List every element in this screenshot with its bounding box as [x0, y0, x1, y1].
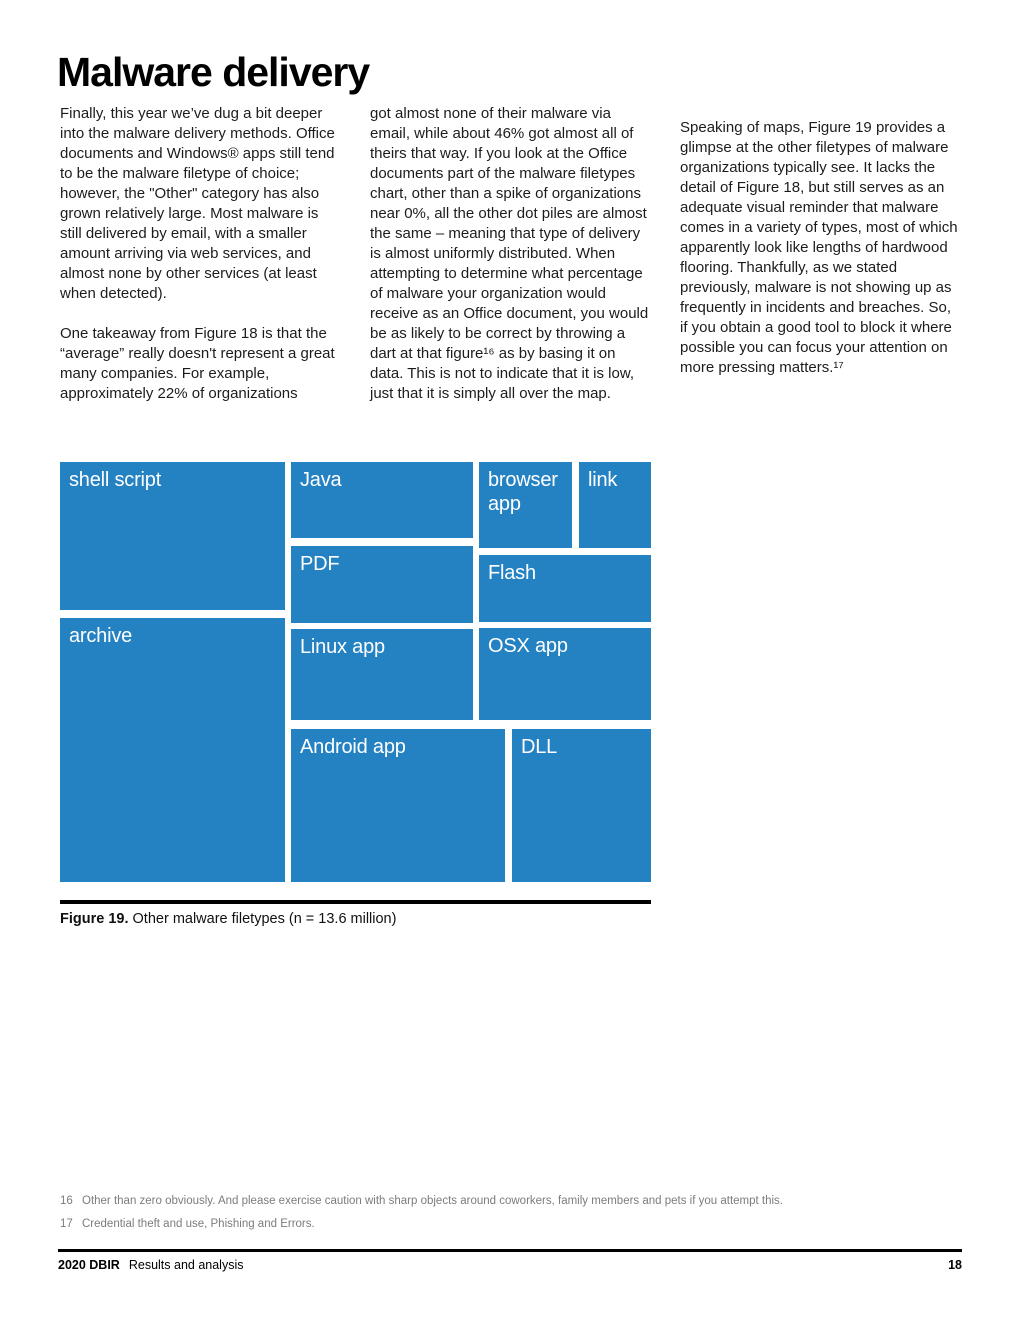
treemap-tile	[291, 546, 473, 623]
treemap-tile-label: Linux app	[300, 636, 385, 658]
paragraph: Finally, this year we’ve dug a bit deeper into the malware delivery methods. Office documents and Windows® apps still tend to be the malware filetype of choice; however, the "Other" category has also grown relatively large. Most malware is still delivered by email, with a smaller amount arriving via web services, and almost none by other services (at least when detected).	[60, 105, 335, 302]
treemap-tile-label: archive	[69, 625, 133, 647]
report-name: 2020 DBIR	[58, 1258, 120, 1272]
paragraph: Speaking of maps, Figure 19 provides a glimpse at the other filetypes of malware organizations typically see. It lacks the detail of Figure 18, but still serves as an adequate visual reminder that malware comes in a variety of types, most of which apparently look like lengths of hardwood flooring. Thankfully, as we stated previously, malware is not showing up as frequently in incidents and breaches. So, if you obtain a good tool to block it where possible you can focus your attention on more pressing matters.¹⁷	[680, 119, 958, 376]
treemap-tile	[291, 729, 505, 882]
paragraph: got almost none of their malware via email, while about 46% got almost all of theirs that way. If you look at the Office documents part of the malware filetypes chart, other than a spike of organizations near 0%, all the other dot piles are almost the same – meaning that type of delivery is almost uniformly distributed. When attempting to determine what percentage of malware your organization would receive as an Office document, you would be as likely to be correct by throwing a dart at that figure¹⁶ as by basing it on data. This is not to indicate that it is low, just that it is simply all over the map.	[370, 105, 649, 402]
footnote-text: Other than zero obviously. And please exercise caution with sharp objects around coworkers, family members and pets if you attempt this.	[82, 1195, 783, 1207]
footer-rule	[58, 1249, 962, 1252]
treemap-tile	[60, 618, 285, 882]
body-column-2	[370, 104, 652, 424]
footnote-number: 17	[60, 1218, 73, 1230]
footnote	[60, 1217, 940, 1232]
body-columns	[60, 104, 962, 424]
figure-caption	[60, 911, 396, 927]
treemap-tile	[479, 628, 651, 720]
treemap-tile	[479, 462, 572, 548]
treemap-tile-label: PDF	[300, 553, 340, 575]
figure-divider-rule	[60, 900, 651, 904]
footnote	[60, 1194, 940, 1209]
treemap-tile-label: link	[588, 469, 618, 491]
treemap-tile	[291, 629, 473, 720]
body-column-3	[680, 104, 962, 424]
treemap-tile-label: Flash	[488, 562, 536, 584]
footnote-number: 16	[60, 1195, 73, 1207]
treemap-figure	[60, 462, 651, 882]
treemap-tile-label: OSX app	[488, 635, 568, 657]
footer-left	[58, 1258, 244, 1272]
page-footer	[58, 1258, 962, 1272]
treemap-tile	[579, 462, 651, 548]
figure-caption-label: Figure 19.	[60, 911, 129, 927]
footnote-text: Credential theft and use, Phishing and Errors.	[82, 1218, 315, 1230]
paragraph: One takeaway from Figure 18 is that the “average” really doesn't represent a great many companies. For example, approximately 22% of organizations	[60, 325, 335, 402]
treemap-tile-label: browser app	[488, 469, 558, 515]
page-number: 18	[948, 1258, 962, 1272]
treemap-tile-label: Java	[300, 469, 342, 491]
figure-caption-text: Other malware filetypes (n = 13.6 million)	[128, 911, 397, 927]
treemap-tile	[291, 462, 473, 538]
treemap-tile-label: Android app	[300, 736, 406, 758]
treemap-tile-label: DLL	[521, 736, 558, 758]
page-title: Malware delivery	[57, 49, 370, 95]
treemap-tile	[512, 729, 651, 882]
treemap-tile	[479, 555, 651, 622]
treemap-tile-label: shell script	[69, 469, 162, 491]
section-name: Results and analysis	[128, 1258, 244, 1272]
body-column-1	[60, 104, 342, 424]
footnotes	[60, 1194, 940, 1240]
treemap-tile	[60, 462, 285, 610]
